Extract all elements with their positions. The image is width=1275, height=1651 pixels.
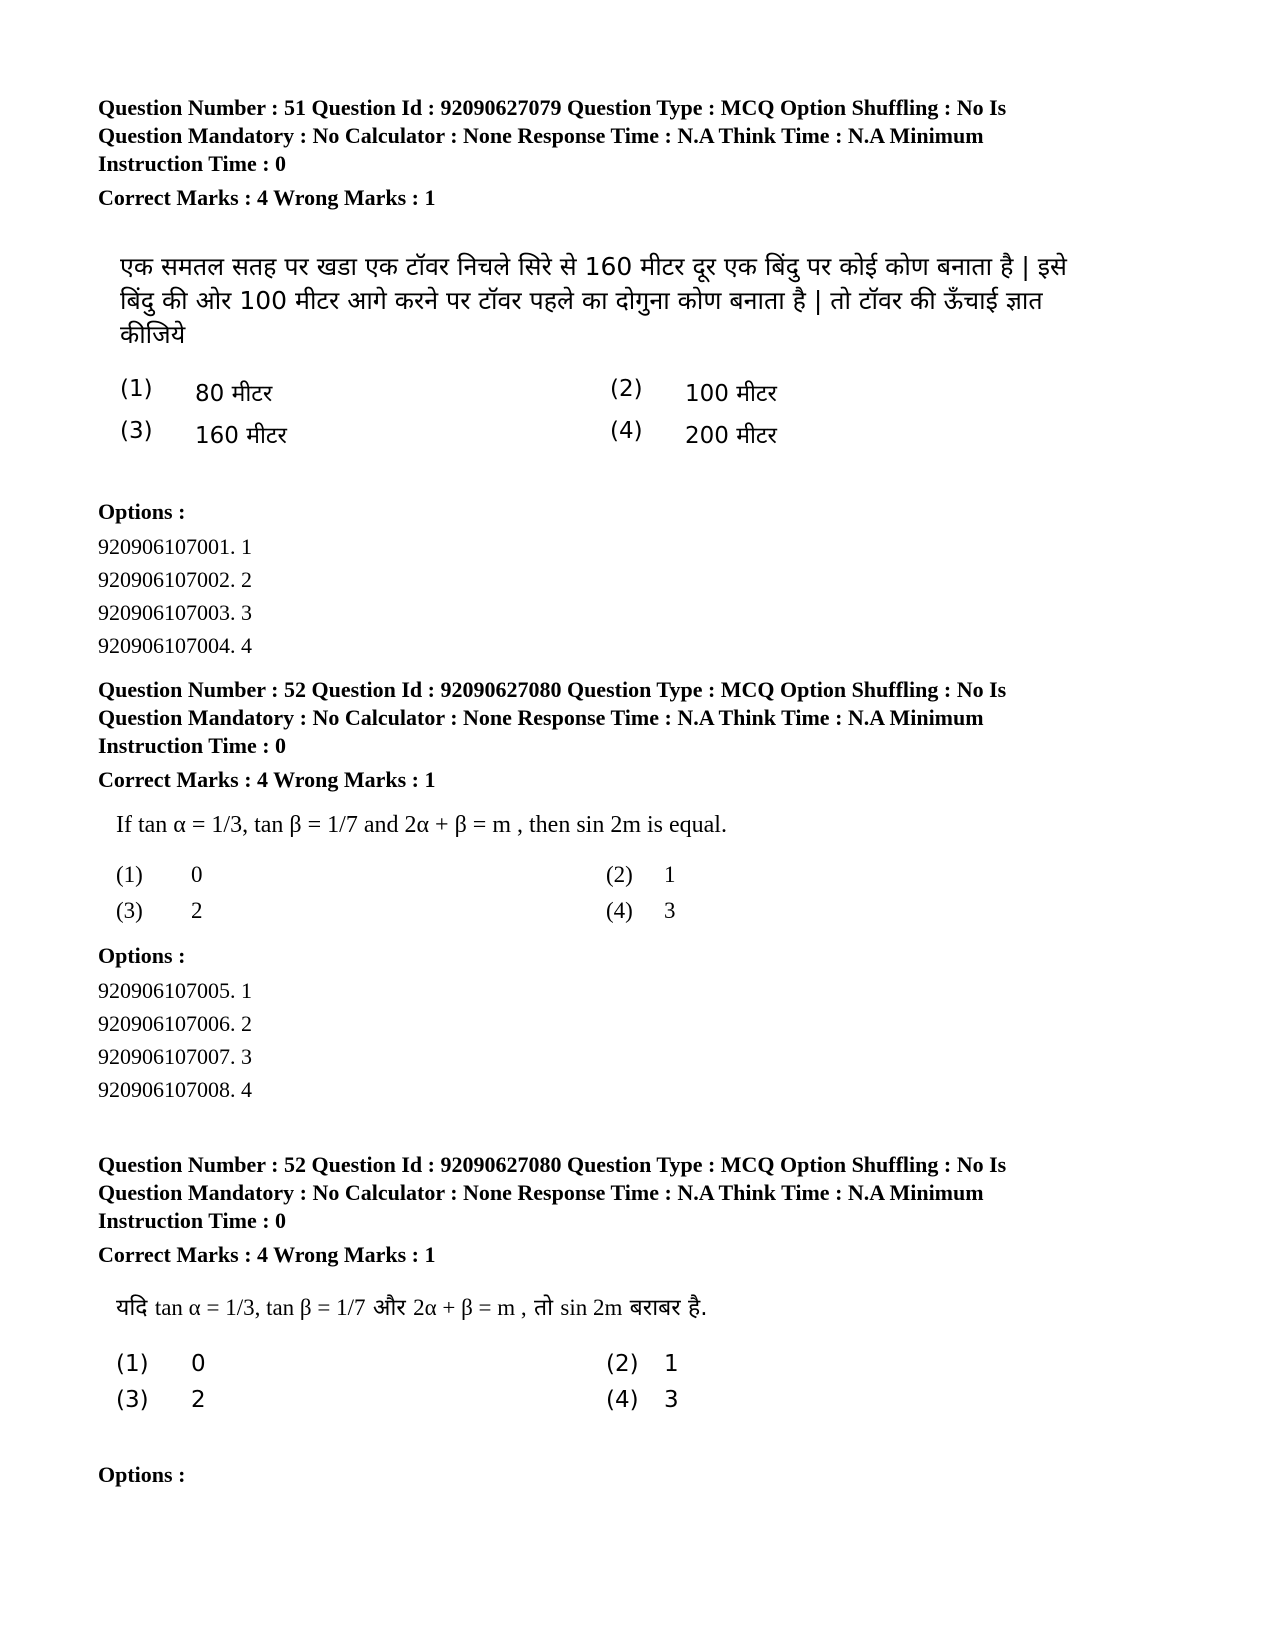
option-item: 920906107003. 3	[98, 600, 252, 625]
choice-number: (2)	[606, 1351, 639, 1377]
question-header	[98, 676, 1178, 760]
option-item: 920906107002. 2	[98, 567, 252, 592]
question-header	[98, 1151, 1178, 1235]
choice-text: 2	[191, 898, 203, 923]
question-52-english	[98, 676, 1178, 1106]
choice-number: (4)	[606, 898, 633, 923]
options-label: Options :	[98, 1462, 186, 1487]
header-line: Instruction Time : 0	[98, 151, 287, 176]
answer-choices	[116, 1351, 1178, 1413]
header-line: Question Number : 52 Question Id : 92090627080 Question Type : MCQ Option Shuffling : No Is	[98, 677, 1007, 702]
header-line: Question Mandatory : No Calculator : None Response Time : N.A Think Time : N.A Minimum	[98, 1180, 984, 1205]
choice-3	[116, 1387, 606, 1413]
header-line: Question Mandatory : No Calculator : None Response Time : N.A Think Time : N.A Minimum	[98, 705, 984, 730]
question-text-line: बिंदु की ओर 100 मीटर आगे करने पर टॉवर पहले का दोगुना कोण बनाता है | तो टॉवर की ऊँचाई ज्ञात	[120, 286, 1043, 315]
choice-number: (2)	[610, 376, 643, 402]
option-item: 920906107007. 3	[98, 1044, 252, 1069]
marks-line: Correct Marks : 4 Wrong Marks : 1	[98, 1242, 436, 1267]
choice-text: 3	[664, 1387, 679, 1413]
choice-1	[116, 1351, 606, 1377]
question-52-hindi	[98, 1151, 1178, 1489]
header-line: Question Number : 52 Question Id : 92090627080 Question Type : MCQ Option Shuffling : No Is	[98, 1152, 1007, 1177]
choice-text: 80 मीटर	[195, 381, 273, 407]
choice-text: 1	[664, 862, 676, 887]
choice-number: (1)	[120, 376, 153, 402]
question-text-line: कीजिये	[120, 320, 186, 349]
question-math: sin 2m	[560, 1295, 623, 1320]
choice-4	[606, 898, 1096, 924]
options-list	[98, 530, 1178, 662]
choice-text: 200 मीटर	[685, 423, 777, 449]
choice-text: 100 मीटर	[685, 381, 777, 407]
choice-number: (1)	[116, 862, 143, 887]
answer-choices	[116, 862, 1178, 924]
question-text-hindi: तो	[533, 1295, 554, 1321]
choice-number: (3)	[116, 1387, 149, 1413]
choice-4	[610, 418, 1100, 450]
choice-number: (4)	[606, 1387, 639, 1413]
header-line: Question Number : 51 Question Id : 92090627079 Question Type : MCQ Option Shuffling : No Is	[98, 95, 1007, 120]
question-text-hindi: बराबर है.	[629, 1295, 708, 1321]
question-text	[116, 1291, 1178, 1325]
choice-text: 2	[191, 1387, 206, 1413]
choice-1	[120, 376, 610, 408]
choice-text: 0	[191, 862, 203, 887]
option-item: 920906107006. 2	[98, 1011, 252, 1036]
header-line: Instruction Time : 0	[98, 1208, 287, 1233]
choice-number: (2)	[606, 862, 633, 887]
choice-number: (3)	[120, 418, 153, 444]
marks-line: Correct Marks : 4 Wrong Marks : 1	[98, 185, 436, 210]
option-item: 920906107004. 4	[98, 633, 252, 658]
choice-2	[610, 376, 1100, 408]
header-line: Instruction Time : 0	[98, 733, 287, 758]
option-item: 920906107008. 4	[98, 1077, 252, 1102]
choice-number: (4)	[610, 418, 643, 444]
question-text: If tan α = 1/3, tan β = 1/7 and 2α + β = m , then sin 2m is equal.	[116, 812, 727, 838]
choice-text: 3	[664, 898, 676, 923]
options-label: Options :	[98, 499, 186, 524]
option-item: 920906107005. 1	[98, 978, 252, 1003]
choice-1	[116, 862, 606, 888]
choice-text: 1	[664, 1351, 679, 1377]
question-text-hindi: और	[372, 1295, 406, 1321]
choice-2	[606, 1351, 1096, 1377]
question-text-line: एक समतल सतह पर खडा एक टॉवर निचले सिरे से 160 मीटर दूर एक बिंदु पर कोई कोण बनाता है | इसे	[120, 252, 1067, 281]
question-math: 2α + β = m ,	[413, 1295, 527, 1320]
marks-line: Correct Marks : 4 Wrong Marks : 1	[98, 767, 436, 792]
choice-text: 160 मीटर	[195, 423, 287, 449]
options-label: Options :	[98, 943, 186, 968]
choice-text: 0	[191, 1351, 206, 1377]
options-list	[98, 974, 1178, 1106]
question-51	[98, 94, 1178, 662]
choice-3	[116, 898, 606, 924]
answer-choices	[120, 376, 1178, 450]
question-math: tan α = 1/3, tan β = 1/7	[154, 1295, 366, 1320]
question-text-hindi: यदि	[116, 1295, 148, 1321]
header-line: Question Mandatory : No Calculator : None Response Time : N.A Think Time : N.A Minimum	[98, 123, 984, 148]
question-header	[98, 94, 1178, 178]
choice-number: (3)	[116, 898, 143, 923]
choice-2	[606, 862, 1096, 888]
choice-3	[120, 418, 610, 450]
question-text	[120, 250, 1178, 352]
choice-number: (1)	[116, 1351, 149, 1377]
choice-4	[606, 1387, 1096, 1413]
option-item: 920906107001. 1	[98, 534, 252, 559]
